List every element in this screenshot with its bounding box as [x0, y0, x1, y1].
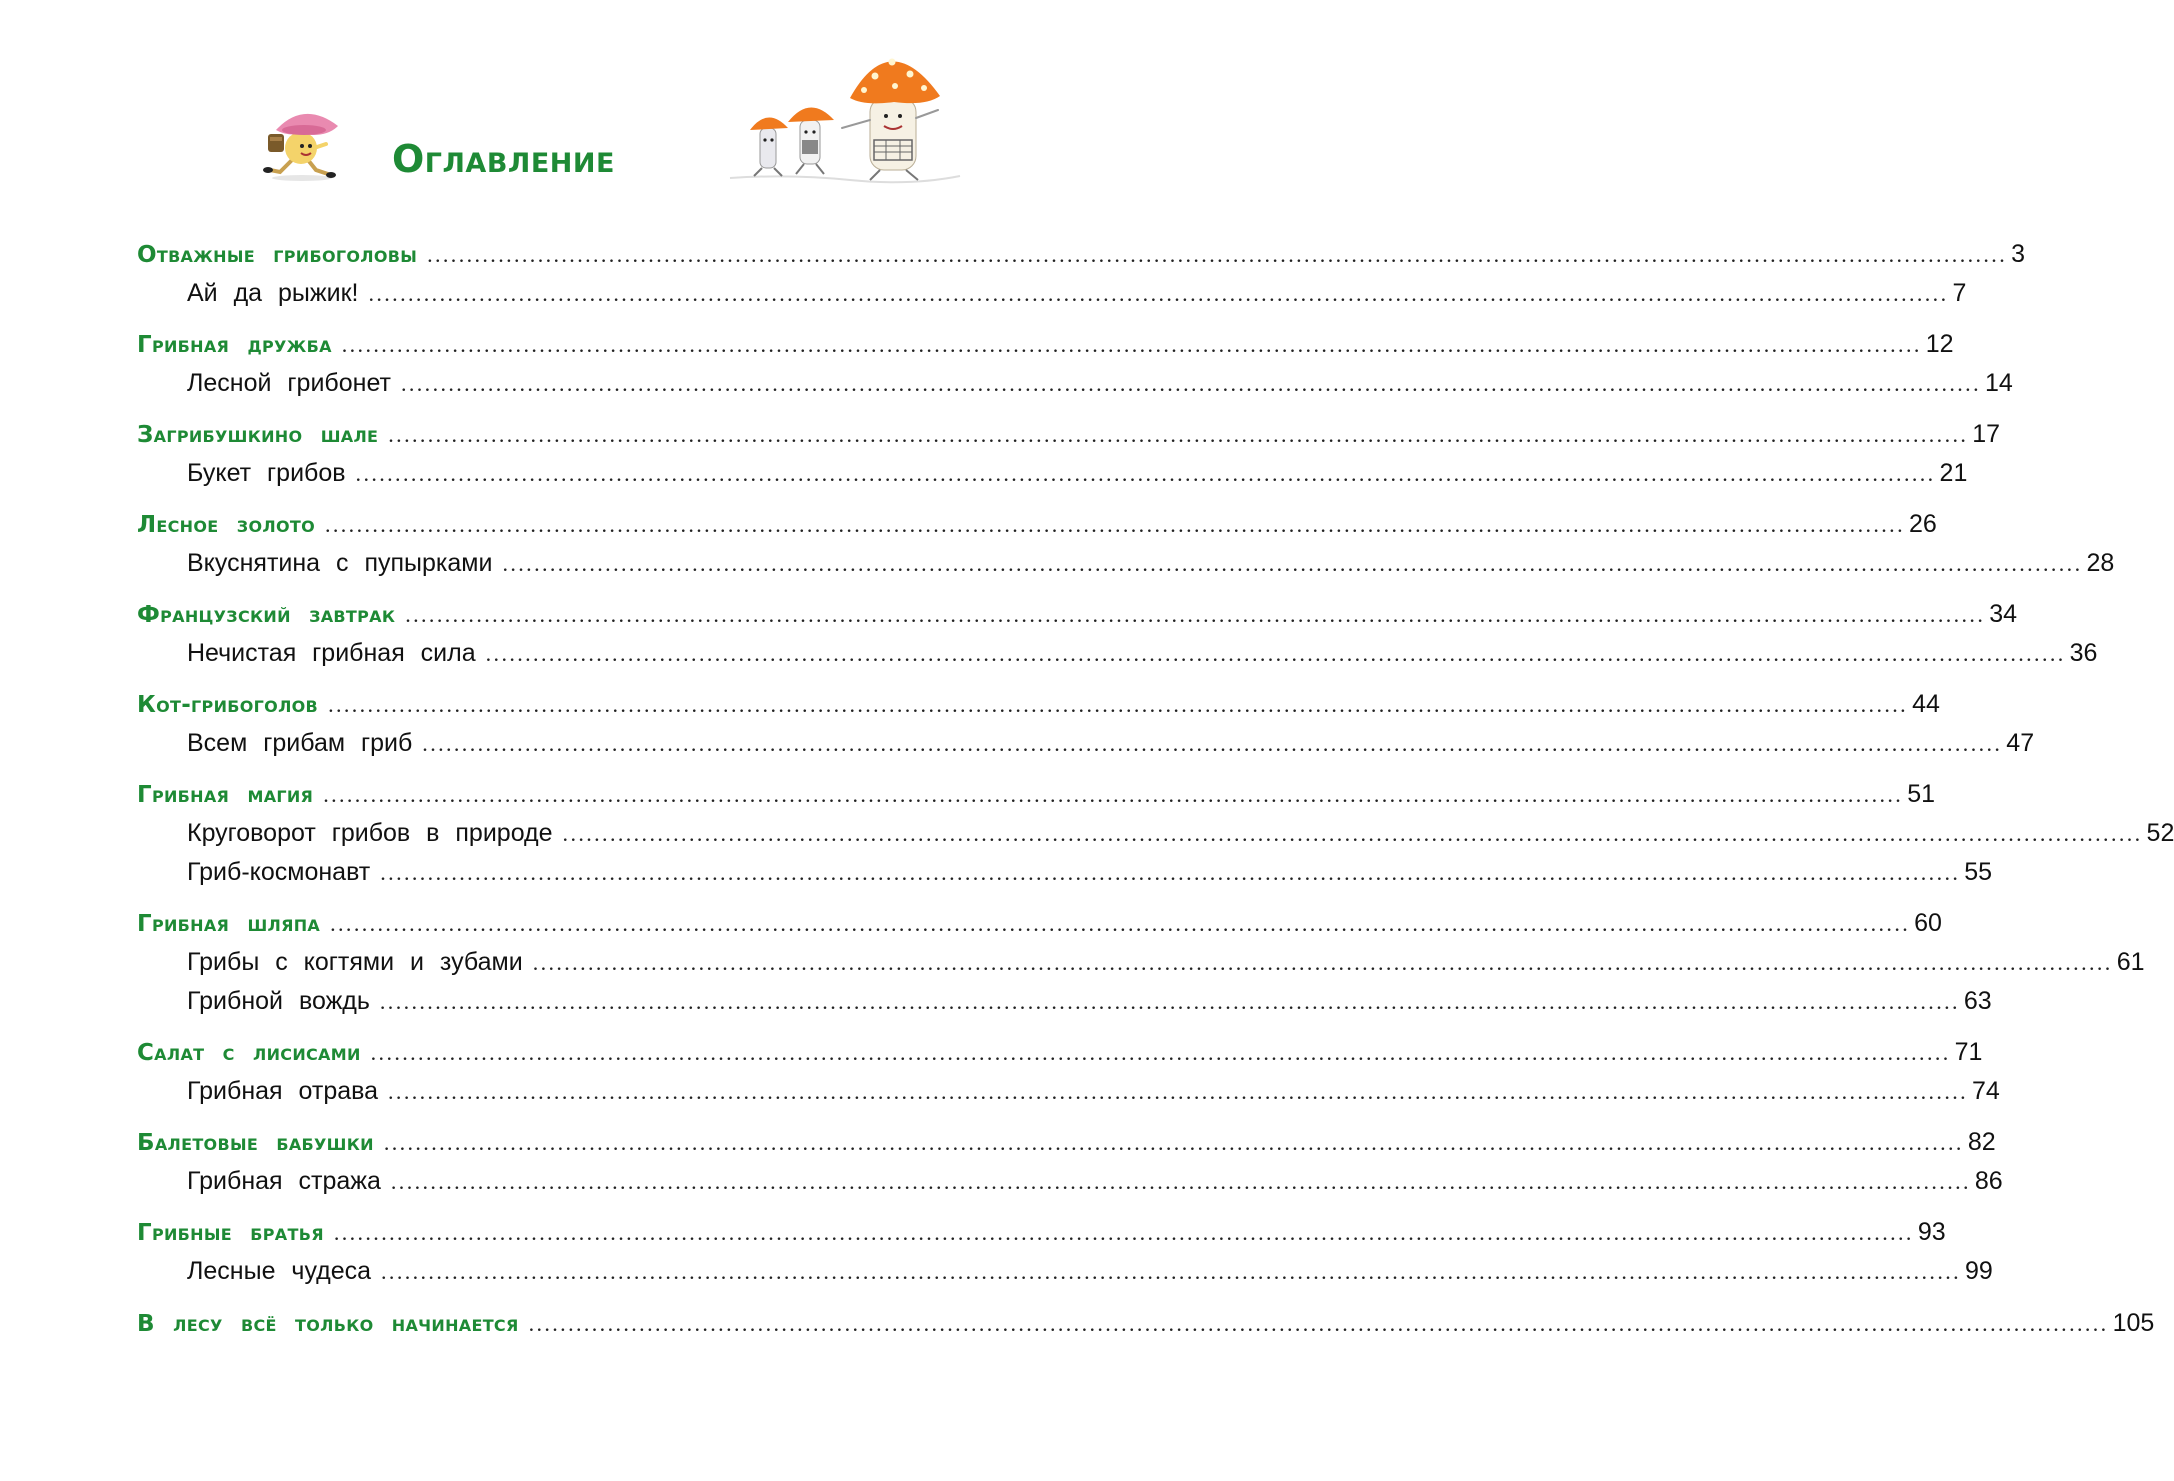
chapter-title: Грибная дружба — [137, 332, 332, 358]
story-title: Гриб-космонавт — [187, 858, 371, 886]
page-number: 63 — [1963, 987, 1992, 1015]
chapter-title: Лесное золото — [137, 512, 315, 538]
page-number: 7 — [1952, 279, 1967, 307]
story-title: Грибы с когтями и зубами — [187, 948, 523, 976]
dot-leader: ........................................................................................................................................................................................................ — [502, 551, 2083, 576]
dot-leader: ........................................................................................................................................................................................................ — [324, 512, 1905, 537]
toc-chapter-row[interactable] — [137, 909, 1942, 943]
page-number: 47 — [2006, 729, 2035, 757]
chapter-title: Отважные грибоголовы — [137, 242, 418, 268]
dot-leader: ........................................................................................................................................................................................................ — [422, 731, 2003, 756]
page-number: 60 — [1914, 909, 1942, 937]
toc-story-row[interactable] — [187, 819, 2174, 853]
toc-story-row[interactable] — [187, 987, 1992, 1021]
page-number: 82 — [1967, 1128, 1996, 1156]
page-number: 99 — [1965, 1257, 1993, 1285]
toc-story-row[interactable] — [187, 948, 2145, 982]
running-mushroom-illustration — [256, 104, 346, 186]
dot-leader: ........................................................................................................................................................................................................ — [528, 1311, 2109, 1336]
page-number: 12 — [1925, 330, 1954, 358]
dot-leader: ........................................................................................................................................................................................................ — [383, 1130, 1964, 1155]
chapter-title: Салат с лисисами — [137, 1040, 361, 1066]
page-number: 55 — [1964, 858, 1993, 886]
toc-chapter-row[interactable] — [137, 330, 1954, 364]
page-title: Оглавление — [392, 137, 615, 181]
dot-leader: ........................................................................................................................................................................................................ — [355, 461, 1936, 486]
story-title: Грибной вождь — [187, 987, 370, 1015]
toc-chapter-row[interactable] — [137, 1038, 1983, 1072]
dot-leader: ........................................................................................................................................................................................................ — [368, 281, 1949, 306]
dot-leader: ........................................................................................................................................................................................................ — [370, 1040, 1951, 1065]
dot-leader: ........................................................................................................................................................................................................ — [333, 1220, 1914, 1245]
toc-story-row[interactable] — [187, 369, 2013, 403]
dot-leader: ........................................................................................................................................................................................................ — [400, 371, 1981, 396]
story-title: Вкуснятина с пупырками — [187, 549, 493, 577]
story-title: Лесной грибонет — [187, 369, 391, 397]
page-number: 14 — [1984, 369, 2013, 397]
dot-leader: ........................................................................................................................................................................................................ — [532, 950, 2113, 975]
toc-chapter-row[interactable] — [137, 1218, 1946, 1252]
page-number: 86 — [1974, 1167, 2003, 1195]
page-number: 44 — [1912, 690, 1940, 718]
toc-story-row[interactable] — [187, 279, 1967, 313]
page-number: 21 — [1939, 459, 1968, 487]
chapter-title: Балетовые бабушки — [137, 1130, 374, 1156]
story-title: Грибная отрава — [187, 1077, 379, 1105]
toc-chapter-row[interactable] — [137, 600, 2018, 634]
chapter-title: В лесу всё только начинается — [137, 1311, 519, 1337]
toc-story-row[interactable] — [187, 639, 2098, 673]
dot-leader: ........................................................................................................................................................................................................ — [341, 332, 1922, 357]
toc-story-row[interactable] — [187, 459, 1968, 493]
toc-chapter-row[interactable] — [137, 510, 1937, 544]
toc-story-row[interactable] — [187, 1077, 2000, 1111]
page-number: 28 — [2086, 549, 2115, 577]
story-title: Букет грибов — [187, 459, 346, 487]
toc-chapter-row[interactable] — [137, 1128, 1996, 1162]
page-number: 34 — [1989, 600, 2018, 628]
page-number: 26 — [1908, 510, 1937, 538]
dot-leader: ........................................................................................................................................................................................................ — [485, 641, 2066, 666]
toc-chapter-row[interactable] — [137, 780, 1935, 814]
dot-leader: ........................................................................................................................................................................................................ — [381, 1259, 1962, 1284]
dot-leader: ........................................................................................................................................................................................................ — [388, 422, 1969, 447]
dot-leader: ........................................................................................................................................................................................................ — [405, 602, 1986, 627]
dot-leader: ........................................................................................................................................................................................................ — [323, 782, 1904, 807]
dot-leader: ........................................................................................................................................................................................................ — [379, 989, 1960, 1014]
page-number: 74 — [1972, 1077, 2000, 1105]
toc-chapter-row[interactable] — [137, 690, 1940, 724]
toc-story-row[interactable] — [187, 858, 1993, 892]
page-number: 105 — [2112, 1309, 2155, 1337]
page-number: 51 — [1907, 780, 1935, 808]
toc-chapter-row[interactable] — [137, 240, 2026, 274]
toc-story-row[interactable] — [187, 1167, 2003, 1201]
chapter-title: Загрибушкино шале — [137, 422, 379, 448]
toc-chapter-row[interactable] — [137, 1309, 2155, 1343]
dot-leader: ........................................................................................................................................................................................................ — [427, 242, 2008, 267]
toc-story-row[interactable] — [187, 729, 2035, 763]
story-title: Грибная стража — [187, 1167, 381, 1195]
chapter-title: Французский завтрак — [137, 602, 396, 628]
story-title: Круговорот грибов в природе — [187, 819, 553, 847]
chapter-title: Грибные братья — [137, 1220, 324, 1246]
dot-leader: ........................................................................................................................................................................................................ — [562, 821, 2143, 846]
chapter-title: Кот-грибоголов — [137, 692, 319, 718]
page-number: 71 — [1954, 1038, 1983, 1066]
three-mushroom-characters-illustration — [730, 36, 960, 186]
page-number: 3 — [2011, 240, 2026, 268]
page-number: 36 — [2069, 639, 2098, 667]
dot-leader: ........................................................................................................................................................................................................ — [330, 911, 1911, 936]
story-title: Ай да рыжик! — [187, 279, 359, 307]
toc-story-row[interactable] — [187, 549, 2115, 583]
toc-story-row[interactable] — [187, 1257, 1993, 1291]
story-title: Лесные чудеса — [187, 1257, 372, 1285]
page-number: 17 — [1972, 420, 2001, 448]
chapter-title: Грибная шляпа — [137, 911, 321, 937]
dot-leader: ........................................................................................................................................................................................................ — [390, 1169, 1971, 1194]
dot-leader: ........................................................................................................................................................................................................ — [328, 692, 1909, 717]
dot-leader: ........................................................................................................................................................................................................ — [388, 1079, 1969, 1104]
toc-chapter-row[interactable] — [137, 420, 2001, 454]
page-number: 52 — [2146, 819, 2174, 847]
story-title: Нечистая грибная сила — [187, 639, 476, 667]
page-number: 61 — [2116, 948, 2145, 976]
chapter-title: Грибная магия — [137, 782, 314, 808]
story-title: Всем грибам гриб — [187, 729, 413, 757]
dot-leader: ........................................................................................................................................................................................................ — [380, 860, 1961, 885]
page-number: 93 — [1917, 1218, 1946, 1246]
